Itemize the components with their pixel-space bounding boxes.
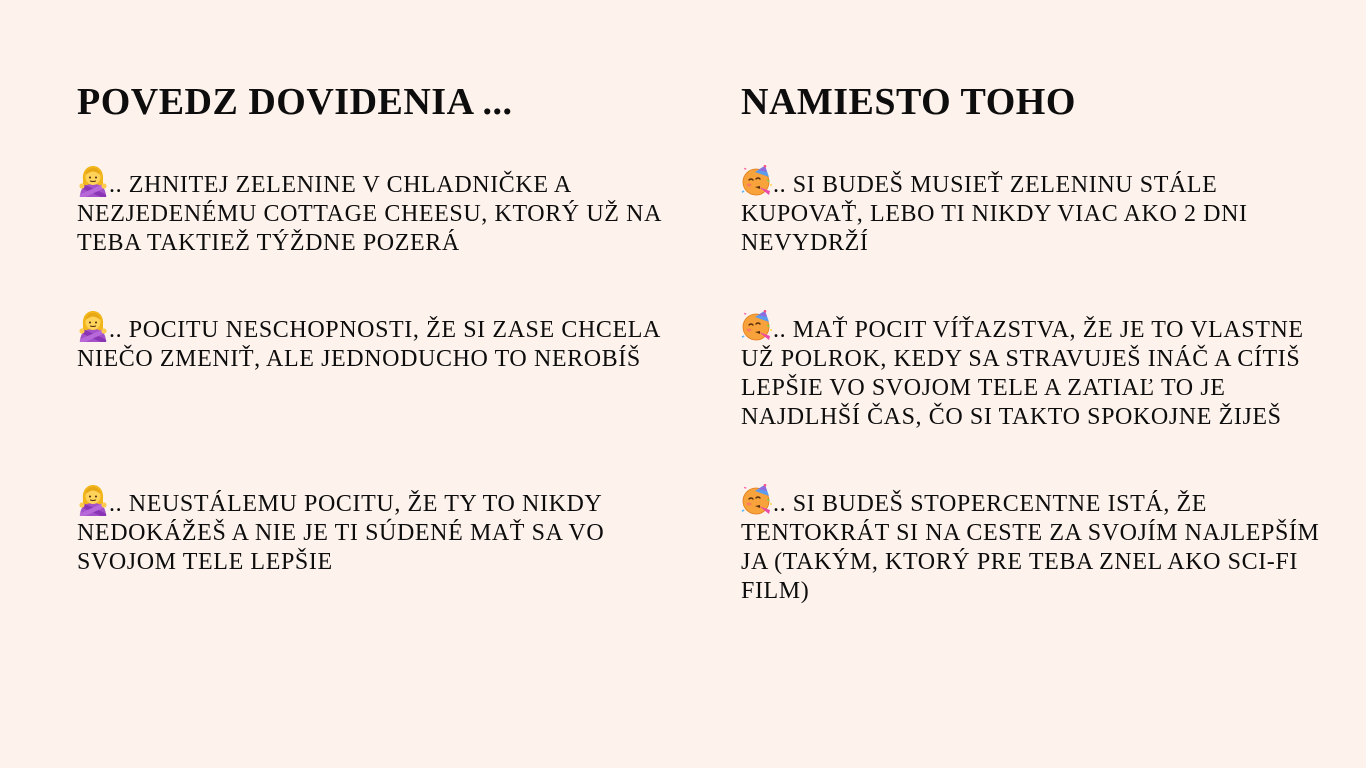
right-heading: NAMIESTO TOHO	[741, 81, 1076, 123]
right-item-3-text: .. SI BUDEŠ STOPERCENTNE ISTÁ, ŽE TENTOKRÁT SI NA CESTE ZA SVOJÍM NAJLEPŠÍM JA (TAKÝM, KTORÝ PRE TEBA ZNEL AKO SCI-FI FILM)	[741, 491, 1320, 604]
left-item-2-text: .. POCITU NESCHOPNOSTI, ŽE SI ZASE CHCELA NIEČO ZMENIŤ, ALE JEDNODUCHO TO NEROBÍŠ	[77, 317, 660, 372]
right-item-1	[741, 165, 1341, 258]
left-heading: POVEDZ DOVIDENIA ...	[77, 81, 513, 123]
partying-face-icon	[741, 484, 773, 516]
left-item-1	[77, 165, 687, 258]
woman-gesturing-no-icon	[77, 310, 109, 342]
right-item-1-text: .. SI BUDEŠ MUSIEŤ ZELENINU STÁLE KUPOVAŤ, LEBO TI NIKDY VIAC AKO 2 DNI NEVYDRŽÍ	[741, 172, 1248, 256]
partying-face-icon	[741, 165, 773, 197]
left-item-3-text: .. NEUSTÁLEMU POCITU, ŽE TY TO NIKDY NEDOKÁŽEŠ A NIE JE TI SÚDENÉ MAŤ SA VO SVOJOM TELE LEPŠIE	[77, 491, 605, 575]
woman-gesturing-no-icon	[77, 484, 109, 516]
right-item-2-text: .. MAŤ POCIT VÍŤAZSTVA, ŽE JE TO VLASTNE UŽ POLROK, KEDY SA STRAVUJEŠ INÁČ A CÍTIŠ LEPŠIE VO SVOJOM TELE A ZATIAĽ TO JE NAJDLHŠÍ ČAS, ČO SI TAKTO SPOKOJNE ŽIJEŠ	[741, 317, 1304, 430]
right-item-2	[741, 310, 1341, 432]
woman-gesturing-no-icon	[77, 165, 109, 197]
left-item-3	[77, 484, 687, 577]
partying-face-icon	[741, 310, 773, 342]
left-item-1-text: .. ZHNITEJ ZELENINE V CHLADNIČKE A NEZJEDENÉMU COTTAGE CHEESU, KTORÝ UŽ NA TEBA TAKTIEŽ TÝŽDNE POZERÁ	[77, 172, 661, 256]
left-item-2	[77, 310, 687, 374]
right-item-3	[741, 484, 1341, 606]
